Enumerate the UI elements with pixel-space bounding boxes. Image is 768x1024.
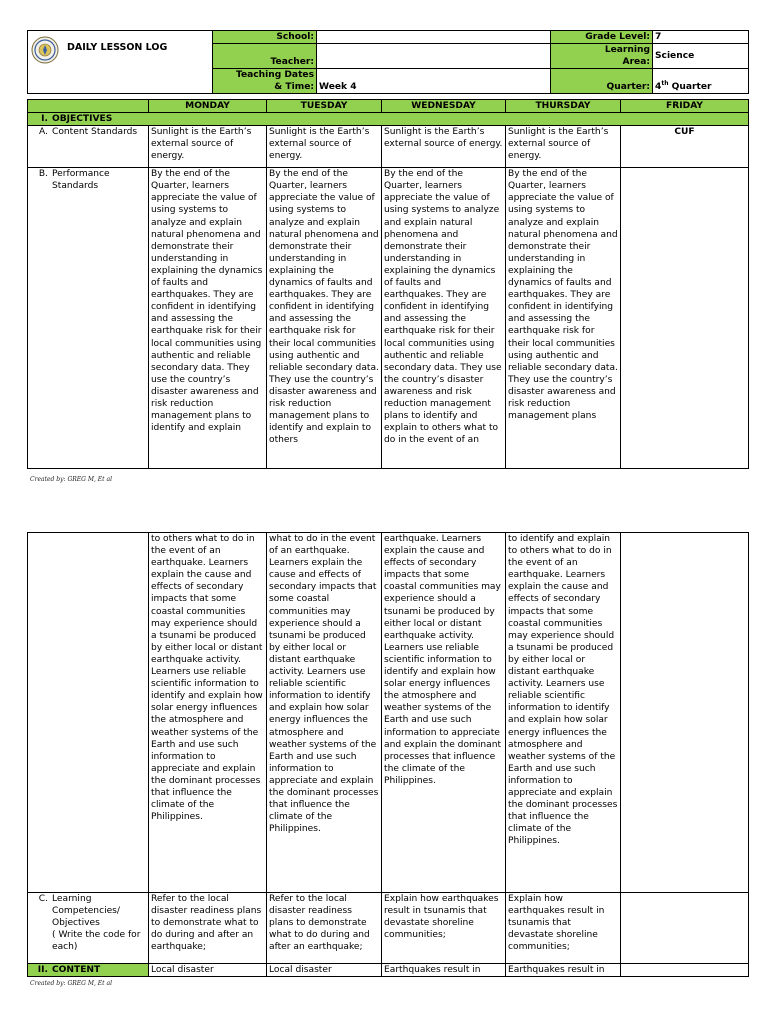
grade-level-value: 7	[653, 31, 749, 44]
quarter-number: 4	[655, 82, 662, 93]
quarter-value	[653, 69, 749, 94]
performance-standard-thursday-cont: to identify and explain to others what to do in the event of an earthquake. Learners explain the cause and effects of secondary impacts that some coastal communities may experience should a tsunami be produced by either local or distant earthquake activity. Learners use reliable scientific information to identify and explain how solar energy influences the atmosphere and weather systems of the Earth and use such information to appreciate and explain the dominant processes that influence the climate of the Philippines.	[506, 533, 621, 893]
day-header-monday: MONDAY	[149, 100, 267, 113]
content-standards-label: Content Standards	[52, 127, 138, 138]
performance-standard-tuesday-cont: what to do in the event of an earthquake. Learners explain the cause and effects of secondary impacts that some coastal communities may experience should a tsunami be produced by either local or distant earthquake activity. Learners use reliable scientific information to identify and explain how solar energy influences the atmosphere and weather systems of the Earth and use such information to appreciate and explain the dominant processes that influence the climate of the Philippines.	[267, 533, 382, 893]
learning-competencies-label: Learning Competencies/ Objectives ( Write the code for each)	[52, 894, 141, 953]
row-number: C.	[38, 894, 48, 904]
header-logo-cell	[28, 31, 213, 94]
quarter-label: Quarter:	[551, 69, 653, 94]
content-friday	[621, 964, 749, 977]
day-header-tuesday: TUESDAY	[267, 100, 382, 113]
performance-standards-label-cell	[28, 168, 149, 469]
learning-area-value: Science	[653, 44, 749, 69]
day-header-thursday: THURSDAY	[506, 100, 621, 113]
day-header-wednesday: WEDNESDAY	[382, 100, 506, 113]
content-standard-thursday: Sunlight is the Earth’s external source of energy.	[506, 126, 621, 168]
teacher-value	[317, 44, 551, 69]
competency-monday: Refer to the local disaster readiness plans to demonstrate what to do during and after an earthquake;	[149, 893, 267, 964]
performance-standards-label: Performance Standards	[52, 169, 110, 192]
performance-standard-wednesday-cont: earthquake. Learners explain the cause and effects of secondary impacts that some coastal communities may experience should a tsunami be produced by either local or distant earthquake activity. Learners use reliable scientific information to identify and explain how solar energy influences the atmosphere and weather systems of the Earth and use such information to appreciate and explain the dominant processes that influence the climate of the Philippines.	[382, 533, 506, 893]
lesson-table-page2	[27, 532, 749, 977]
header-table	[27, 30, 749, 94]
performance-standard-monday-cont: to others what to do in the event of an earthquake. Learners explain the cause and effects of secondary impacts that some coastal communities may experience should a tsunami be produced by either local or distant earthquake activity. Learners use reliable scientific information to identify and explain how solar energy influences the atmosphere and weather systems of the Earth and use such information to appreciate and explain the dominant processes that influence the climate of the Philippines.	[149, 533, 267, 893]
content-tuesday: Local disaster	[267, 964, 382, 977]
document-title: DAILY LESSON LOG	[67, 42, 168, 53]
content-standards-label-cell	[28, 126, 149, 168]
performance-standard-tuesday: By the end of the Quarter, learners appreciate the value of using systems to analyze and explain natural phenomena and demonstrate their understanding in explaining the dynamics of faults and earthquakes. They are confident in identifying and assessing the earthquake risk for their local communities using authentic and reliable secondary data. They use the country’s disaster awareness and risk reduction management plans to identify and explain to others	[267, 168, 382, 469]
performance-standard-thursday: By the end of the Quarter, learners appreciate the value of using systems to analyze and explain natural phenomena and demonstrate their understanding in explaining the dynamics of faults and earthquakes. They are confident in identifying and assessing the earthquake risk for their local communities using authentic and reliable secondary data. They use the country’s disaster awareness and risk reduction management plans	[506, 168, 621, 469]
page1-footer: Created by: GREG M, Et al	[30, 476, 112, 483]
row-number: A.	[39, 127, 48, 138]
objectives-number: I.	[41, 114, 48, 125]
lesson-table-page1	[27, 99, 749, 469]
performance-standard-friday-cont	[621, 533, 749, 893]
day-header-friday: FRIDAY	[621, 100, 749, 113]
performance-standards-continued-label	[28, 533, 149, 893]
content-standard-friday: CUF	[621, 126, 749, 168]
quarter-word: Quarter	[671, 82, 712, 93]
performance-standard-friday	[621, 168, 749, 469]
row-number: B.	[38, 169, 48, 180]
content-heading-cell	[28, 964, 149, 977]
content-label: CONTENT	[52, 965, 101, 975]
performance-standard-monday: By the end of the Quarter, learners appreciate the value of using systems to analyze and explain natural phenomena and demonstrate their understanding in explaining the dynamics of faults and earthquakes. They are confident in identifying and assessing the earthquake risk for their local communities using authentic and reliable secondary data. They use the country’s disaster awareness and risk reduction management plans to identify and explain	[149, 168, 267, 469]
competency-thursday: Explain how earthquakes result in tsunamis that devastate shoreline communities;	[506, 893, 621, 964]
competency-wednesday: Explain how earthquakes result in tsunamis that devastate shoreline communities;	[382, 893, 506, 964]
grade-level-label: Grade Level:	[551, 31, 653, 44]
competency-friday	[621, 893, 749, 964]
quarter-suffix: th	[661, 80, 669, 88]
learning-competencies-label-cell	[28, 893, 149, 964]
content-standard-monday: Sunlight is the Earth’s external source of energy.	[149, 126, 267, 168]
objectives-label: OBJECTIVES	[52, 114, 113, 125]
content-standard-tuesday: Sunlight is the Earth’s external source of energy.	[267, 126, 382, 168]
performance-standard-wednesday: By the end of the Quarter, learners appreciate the value of using systems to analyze and explain natural phenomena and demonstrate their understanding in explaining the dynamics of faults and earthquakes. They are confident in identifying and assessing the earthquake risk for their local communities using authentic and reliable secondary data. They use the country’s disaster awareness and risk reduction management plans to identify and explain to others what to do in the event of an	[382, 168, 506, 469]
content-standard-wednesday: Sunlight is the Earth’s external source of energy.	[382, 126, 506, 168]
school-label: School:	[213, 31, 317, 44]
objectives-heading	[28, 113, 749, 126]
page2-footer: Created by: GREG M, Et al	[30, 980, 112, 987]
content-number: II.	[37, 965, 48, 975]
teacher-label: Teacher:	[213, 44, 317, 69]
teaching-dates-label: Teaching Dates & Time:	[213, 69, 317, 94]
content-thursday: Earthquakes result in	[506, 964, 621, 977]
learning-area-label: Learning Area:	[551, 44, 653, 69]
content-monday: Local disaster	[149, 964, 267, 977]
competency-tuesday: Refer to the local disaster readiness plans to demonstrate what to do during and after an earthquake;	[267, 893, 382, 964]
content-wednesday: Earthquakes result in	[382, 964, 506, 977]
school-value	[317, 31, 551, 44]
teaching-dates-value: Week 4	[317, 69, 551, 94]
corner-cell	[28, 100, 149, 113]
